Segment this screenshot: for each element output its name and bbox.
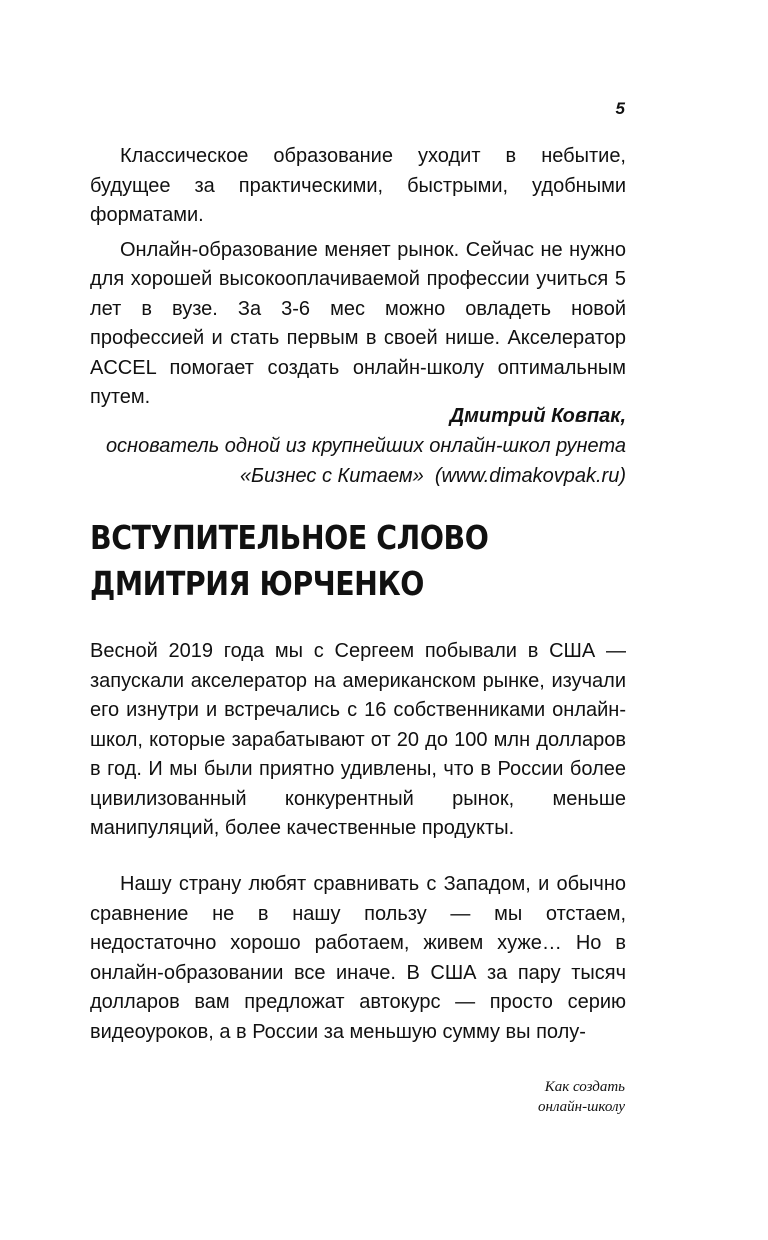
- intro-paragraph: Онлайн-образование меняет рынок. Сейчас не нужно для хорошей высокооплачиваемой профессии учиться 5 лет в вузе. За 3-6 мес можно овладеть новой профессией и стать первым в своей нише. Акселератор ACCEL помогает создать онлайн-школу оптимальным путем.: [90, 238, 626, 408]
- footer-title-line: Как создать: [544, 1079, 625, 1095]
- running-footer-book-title: [538, 1077, 625, 1117]
- quote-attribution: [66, 401, 626, 491]
- section-heading-line: ДМИТРИЯ ЮРЧЕНКО: [90, 564, 424, 603]
- body-paragraph-block: [90, 870, 626, 1047]
- body-paragraph: Нашу страну любят сравнивать с Западом, и обычно сравнение не в нашу пользу — мы отстаем, недостаточно хорошо работаем, живем хуже… Но в онлайн-образовании все иначе. В США за пару тысяч долларов вам предложат автокурс — просто серию видеоуроков, а в России за меньшую сумму вы полу-: [90, 873, 626, 1043]
- section-heading-line: ВСТУПИТЕЛЬНОЕ СЛОВО: [90, 518, 489, 557]
- intro-block: [90, 142, 626, 413]
- page-number: 5: [615, 99, 625, 118]
- body-paragraph: Весной 2019 года мы с Сергеем побывали в США — запускали акселератор на американском рынке, изучали его изнутри и встречались с 16 собственниками онлайн-школ, которые зарабатывают от 20 до 100 млн долларов в год. И мы были приятно удивлены, что в России более цивилизованный конкурентный рынок, меньше манипуляций, более качественные продукты.: [90, 640, 626, 839]
- attribution-role: основатель одной из крупнейших онлайн-школ рунета: [105, 435, 626, 457]
- section-heading: [90, 515, 572, 607]
- attribution-school: «Бизнес с Китаем» (www.dimakovpak.ru): [239, 465, 626, 487]
- attribution-author: Дмитрий Ковпак,: [449, 405, 626, 427]
- intro-paragraph: Классическое образование уходит в небытие, будущее за практическими, быстрыми, удобными форматами.: [90, 145, 626, 226]
- body-paragraph-block: [90, 637, 626, 844]
- footer-title-line: онлайн-школу: [538, 1099, 625, 1115]
